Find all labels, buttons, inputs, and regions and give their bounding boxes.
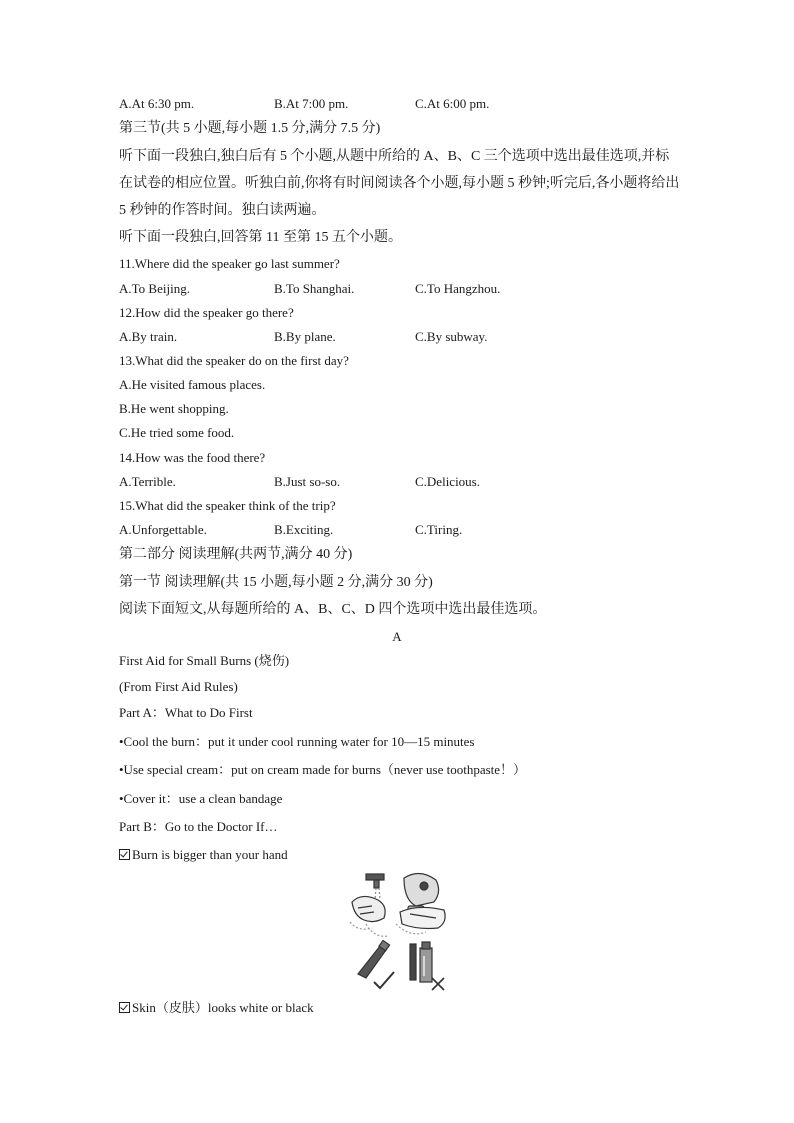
part-a-title: Part A：What to Do First (119, 705, 253, 720)
q11-option-b: B.To Shanghai. (274, 281, 355, 296)
passage-source: (From First Aid Rules) (119, 679, 238, 694)
bullet-item: •Cool the burn：put it under cool running water for 10—15 minutes (119, 734, 475, 749)
first-aid-illustration (344, 866, 452, 992)
q11-stem: 11.Where did the speaker go last summer? (119, 256, 340, 271)
q12-stem: 12.How did the speaker go there? (119, 305, 294, 320)
passage-label: A (392, 629, 402, 644)
checkbox-checked-icon (119, 1002, 130, 1013)
bandage-hand-icon (396, 873, 445, 933)
q14-option-a: A.Terrible. (119, 474, 176, 489)
section3-instruction-line: 5 秒钟的作答时间。独白读两遍。 (119, 203, 326, 218)
section3-instruction-line: 在试卷的相应位置。听独白前,你将有时间阅读各个小题,每小题 5 秒钟;听完后,各小题将给出 (119, 176, 680, 191)
passage-title: First Aid for Small Burns (烧伤) (119, 653, 290, 668)
q12-option-b: B.By plane. (274, 329, 336, 344)
q14-stem: 14.How was the food there? (119, 450, 266, 465)
q11-option-a: A.To Beijing. (119, 281, 190, 296)
check-item (119, 846, 288, 864)
part2-header: 第二部分 阅读理解(共两节,满分 40 分) (119, 547, 353, 562)
bullet-item: •Use special cream：put on cream made for burns（never use toothpaste！） (119, 762, 527, 777)
q10-option-c: C.At 6:00 pm. (415, 96, 490, 111)
section3-instruction-line: 听下面一段独白,独白后有 5 个小题,从题中所给的 A、B、C 三个选项中选出最佳选项,并标 (119, 149, 670, 164)
part2-section1-header: 第一节 阅读理解(共 15 小题,每小题 2 分,满分 30 分) (119, 575, 433, 590)
check-item-text: Burn is bigger than your hand (132, 847, 288, 862)
q11-option-c: C.To Hangzhou. (415, 281, 501, 296)
q15-option-a: A.Unforgettable. (119, 522, 207, 537)
q12-option-c: C.By subway. (415, 329, 488, 344)
q13-option-a: A.He visited famous places. (119, 377, 266, 392)
q13-option-b: B.He went shopping. (119, 401, 229, 416)
q15-stem: 15.What did the speaker think of the trip? (119, 498, 336, 513)
q10-option-a: A.At 6:30 pm. (119, 96, 195, 111)
part-b-title: Part B：Go to the Doctor If… (119, 819, 278, 834)
section3-header: 第三节(共 5 小题,每小题 1.5 分,满分 7.5 分) (119, 121, 381, 136)
bullet-item: •Cover it：use a clean bandage (119, 791, 283, 806)
q14-option-c: C.Delicious. (415, 474, 480, 489)
check-item-text: Skin（皮肤）looks white or black (132, 1000, 314, 1015)
q10-option-b: B.At 7:00 pm. (274, 96, 349, 111)
check-item (119, 999, 314, 1017)
q13-stem: 13.What did the speaker do on the first day? (119, 353, 349, 368)
part2-instruction: 阅读下面短文,从每题所给的 A、B、C、D 四个选项中选出最佳选项。 (119, 602, 547, 617)
q14-option-b: B.Just so-so. (274, 474, 341, 489)
section3-prompt: 听下面一段独白,回答第 11 至第 15 五个小题。 (119, 230, 402, 245)
checkbox-checked-icon (119, 849, 130, 860)
q12-option-a: A.By train. (119, 329, 178, 344)
q13-option-c: C.He tried some food. (119, 425, 235, 440)
toothpaste-cross-icon (410, 942, 444, 990)
q15-option-c: C.Tiring. (415, 522, 463, 537)
running-tap-hand-icon (350, 874, 388, 936)
q15-option-b: B.Exciting. (274, 522, 334, 537)
cream-tube-check-icon (358, 940, 394, 988)
